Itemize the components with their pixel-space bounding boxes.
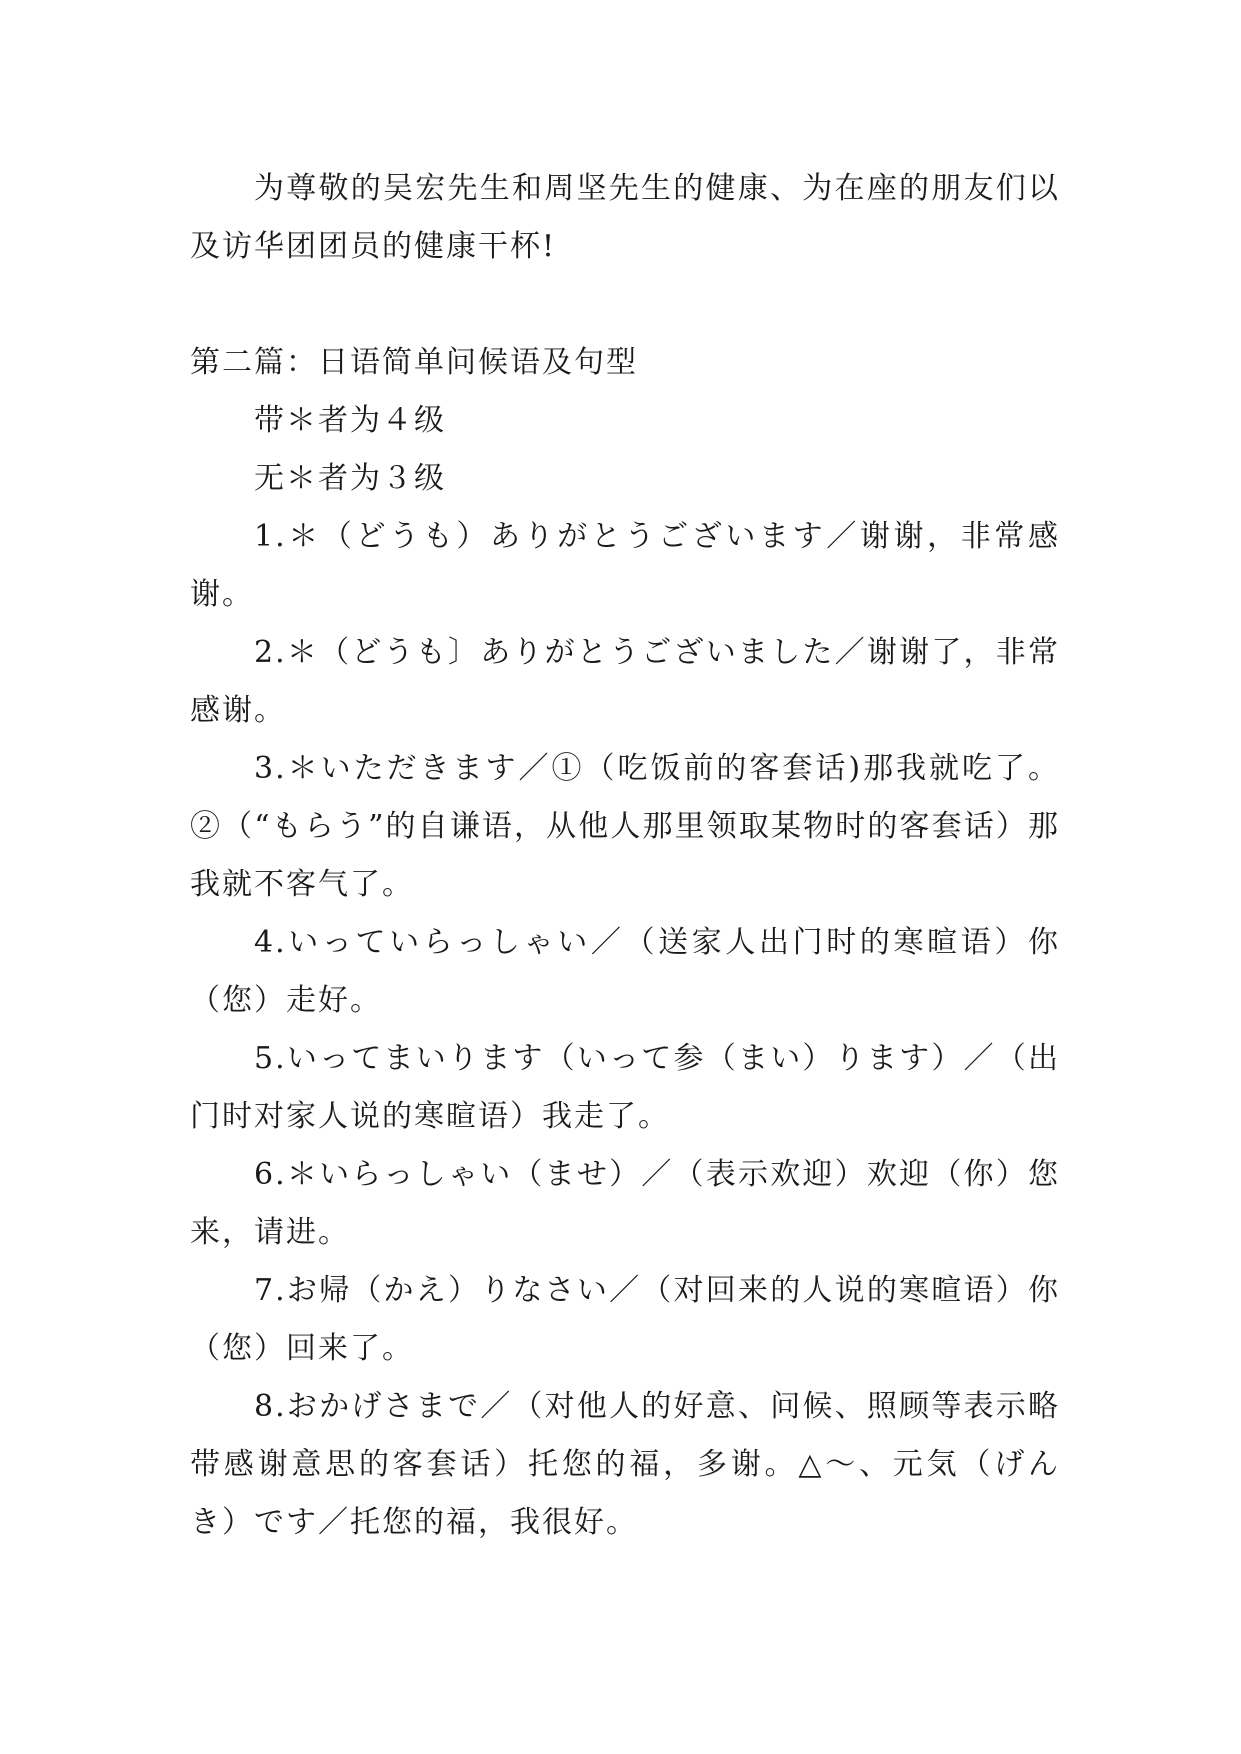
document-page	[190, 160, 1060, 1552]
note-level4: 带＊者为４级	[254, 403, 446, 438]
list-item: 3.＊いただきます／①（吃饭前的客套话)那我就吃了。②（“もらう”的自谦语，从他人那里领取某物时的客套话）那我就不客气了。	[190, 751, 1060, 902]
note-level3: 无＊者为３级	[254, 461, 446, 496]
list-item: 8.おかげさまで／（对他人的好意、问候、照顾等表示略带感谢意思的客套话）托您的福，多谢。△～、元気（げんき）です／托您的福，我很好。	[190, 1389, 1060, 1540]
list-item: 4.いっていらっしゃい／（送家人出门时的寒暄语）你（您）走好。	[190, 925, 1060, 1018]
list-item: 1.＊（どうも）ありがとうございます／谢谢，非常感谢。	[190, 519, 1060, 612]
list-item: 6.＊いらっしゃい（ませ）／（表示欢迎）欢迎（你）您来，请进。	[190, 1157, 1060, 1250]
section-title: 第二篇：日语简单问候语及句型	[190, 345, 638, 380]
list-item: 2.＊（どうも〕ありがとうございました／谢谢了，非常感谢。	[190, 635, 1060, 728]
list-item: 5.いってまいります（いって参（まい）ります）／（出门时对家人说的寒暄语）我走了。	[190, 1041, 1060, 1134]
intro-paragraph: 为尊敬的吴宏先生和周坚先生的健康、为在座的朋友们以及访华团团员的健康干杯!	[190, 171, 1060, 264]
list-item: 7.お帰（かえ）りなさい／（对回来的人说的寒暄语）你（您）回来了。	[190, 1273, 1060, 1366]
